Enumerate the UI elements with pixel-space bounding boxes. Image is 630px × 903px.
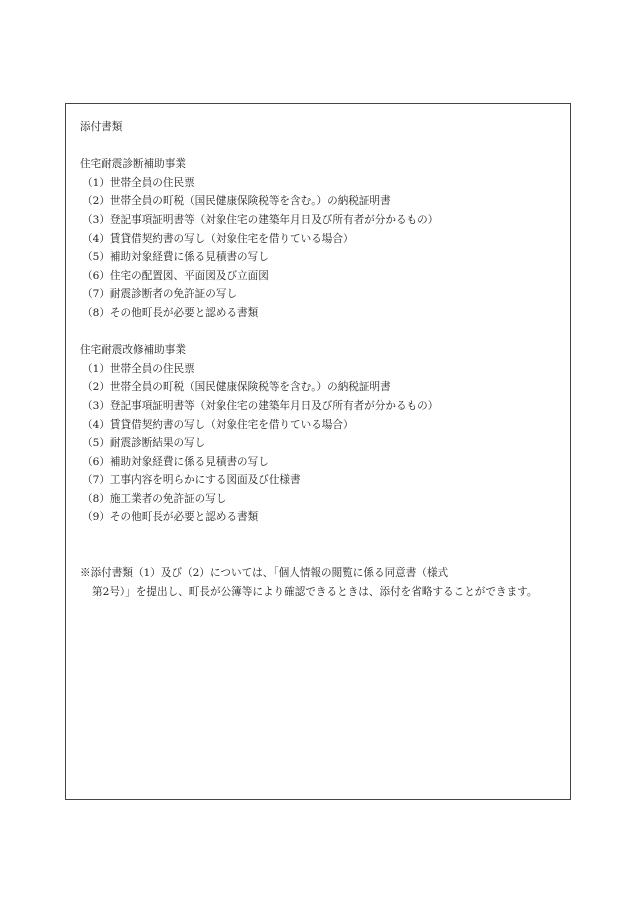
list-item: （7）耐震診断者の免許証の写し xyxy=(82,288,238,301)
note-line-1: ※添付書類（1）及び（2）については、「個人情報の閲覧に係る同意書（様式 xyxy=(80,567,449,580)
list-item: （2）世帯全員の町税（国民健康保険税等を含む。）の納税証明書 xyxy=(82,381,391,394)
list-item: （1）世帯全員の住民票 xyxy=(82,176,195,189)
list-item: （1）世帯全員の住民票 xyxy=(82,362,195,375)
list-item: （6）補助対象経費に係る見積書の写し xyxy=(82,455,269,468)
note-line-2: 第2号）」を提出し、町長が公簿等により確認できるときは、添付を省略することができます。 xyxy=(92,585,538,598)
list-item: （5）耐震診断結果の写し xyxy=(82,437,206,450)
list-item: （8）その他町長が必要と認める書類 xyxy=(82,306,259,319)
list-item: （4）賃貸借契約書の写し（対象住宅を借りている場合） xyxy=(82,418,354,431)
document-content xyxy=(80,118,562,601)
list-item: （8）施工業者の免許証の写し xyxy=(82,492,227,505)
document-heading: 添付書類 xyxy=(80,121,123,133)
list-item: （2）世帯全員の町税（国民健康保険税等を含む。）の納税証明書 xyxy=(82,195,391,208)
list-item: （3）登記事項証明書等（対象住宅の建築年月日及び所有者が分かるもの） xyxy=(82,399,439,412)
section-title-diagnosis: 住宅耐震診断補助事業 xyxy=(80,158,186,171)
list-item: （6）住宅の配置図、平面図及び立面図 xyxy=(82,269,269,282)
spacer xyxy=(80,323,562,342)
document-frame xyxy=(65,103,571,800)
spacer xyxy=(80,137,562,156)
list-item: （9）その他町長が必要と認める書類 xyxy=(82,511,259,524)
list-item: （7）工事内容を明らかにする図面及び仕様書 xyxy=(82,474,301,487)
list-item: （4）賃貸借契約書の写し（対象住宅を借りている場合） xyxy=(82,232,354,245)
spacer xyxy=(80,527,562,564)
list-item: （3）登記事項証明書等（対象住宅の建築年月日及び所有者が分かるもの） xyxy=(82,213,439,226)
list-item: （5）補助対象経費に係る見積書の写し xyxy=(82,251,269,264)
section-title-retrofit: 住宅耐震改修補助事業 xyxy=(80,344,186,357)
